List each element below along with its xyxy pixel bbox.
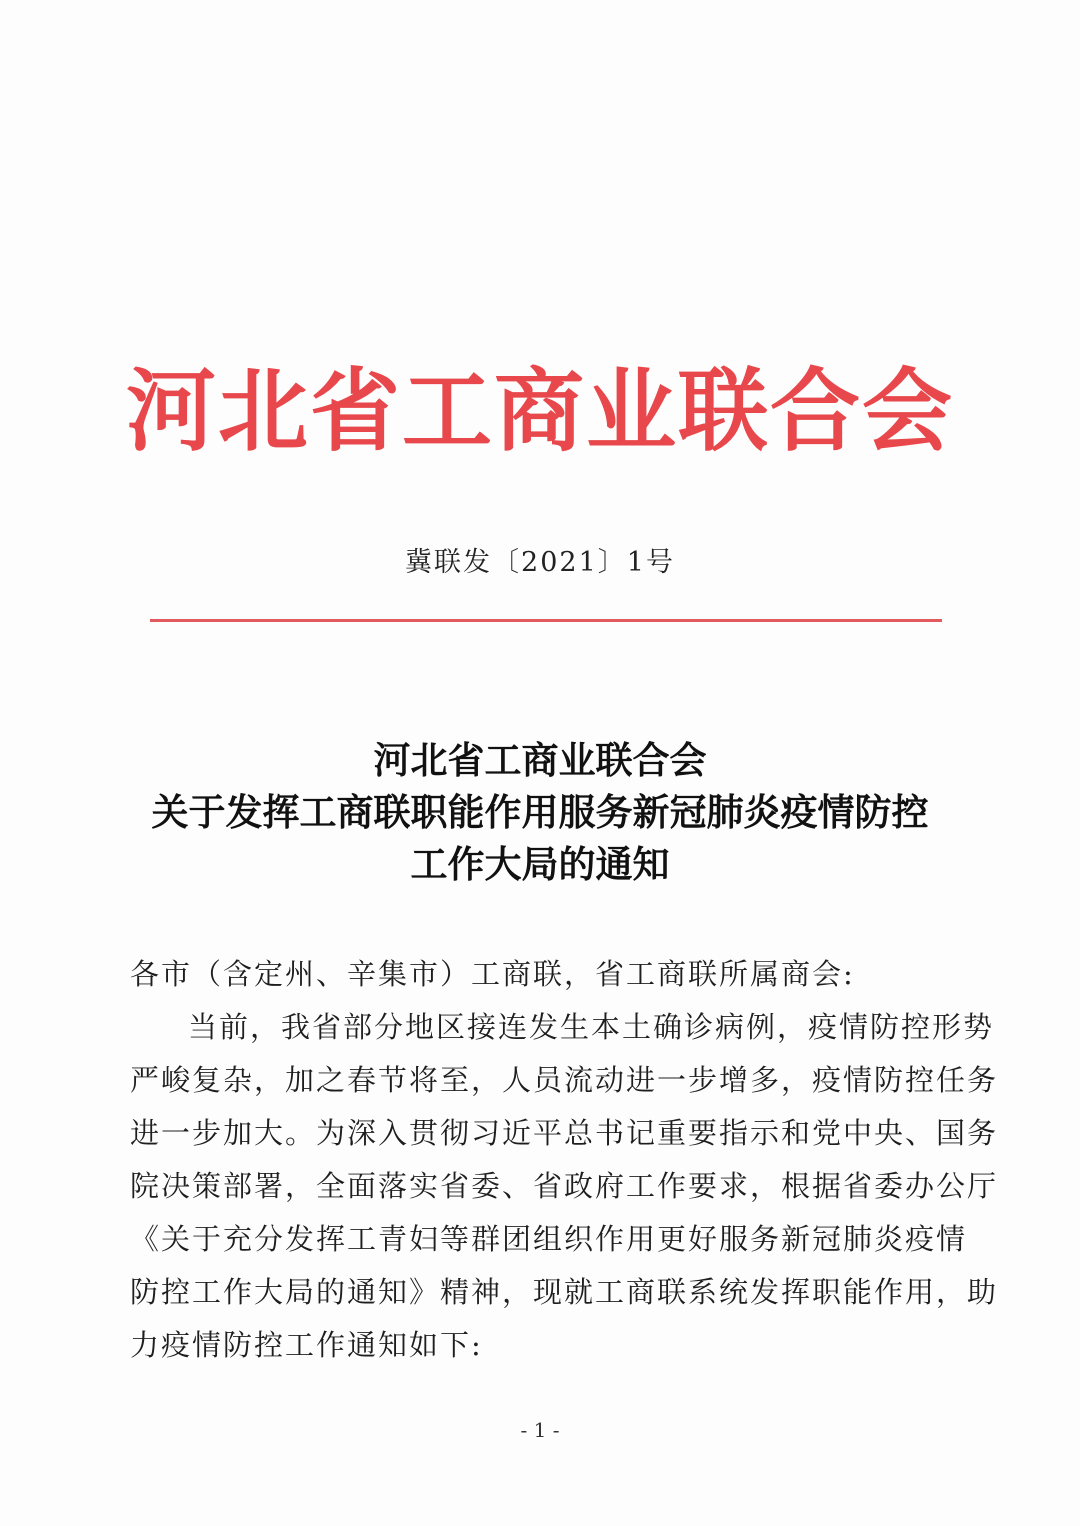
red-divider-line — [150, 619, 942, 622]
title-line-1: 河北省工商业联合会 — [373, 739, 707, 782]
organization-red-header: 河北省工商业联合会 — [126, 359, 954, 464]
page-number: - 1 - — [520, 1418, 560, 1442]
document-body — [130, 948, 999, 1372]
body-line: 《关于充分发挥工青妇等群团组织作用更好服务新冠肺炎疫情 — [130, 1222, 968, 1256]
title-line-3: 工作大局的通知 — [410, 843, 670, 886]
body-line: 当前，我省部分地区接连发生本土确诊病例，疫情防控形势 — [188, 1010, 995, 1044]
body-line: 严峻复杂，加之春节将至，人员流动进一步增多，疫情防控任务 — [130, 1063, 999, 1097]
salutation: 各市（含定州、辛集市）工商联，省工商联所属商会: — [130, 957, 855, 991]
body-line: 防控工作大局的通知》精神，现就工商联系统发挥职能作用，助 — [130, 1275, 999, 1309]
title-line-2: 关于发挥工商联职能作用服务新冠肺炎疫情防控 — [151, 791, 929, 834]
body-line: 进一步加大。为深入贯彻习近平总书记重要指示和党中央、国务 — [130, 1116, 999, 1150]
document-number: 冀联发〔2021〕1号 — [405, 547, 675, 578]
body-line: 力疫情防控工作通知如下: — [130, 1328, 483, 1362]
document-title — [0, 735, 1080, 891]
body-line: 院决策部署，全面落实省委、省政府工作要求，根据省委办公厅 — [130, 1169, 999, 1203]
